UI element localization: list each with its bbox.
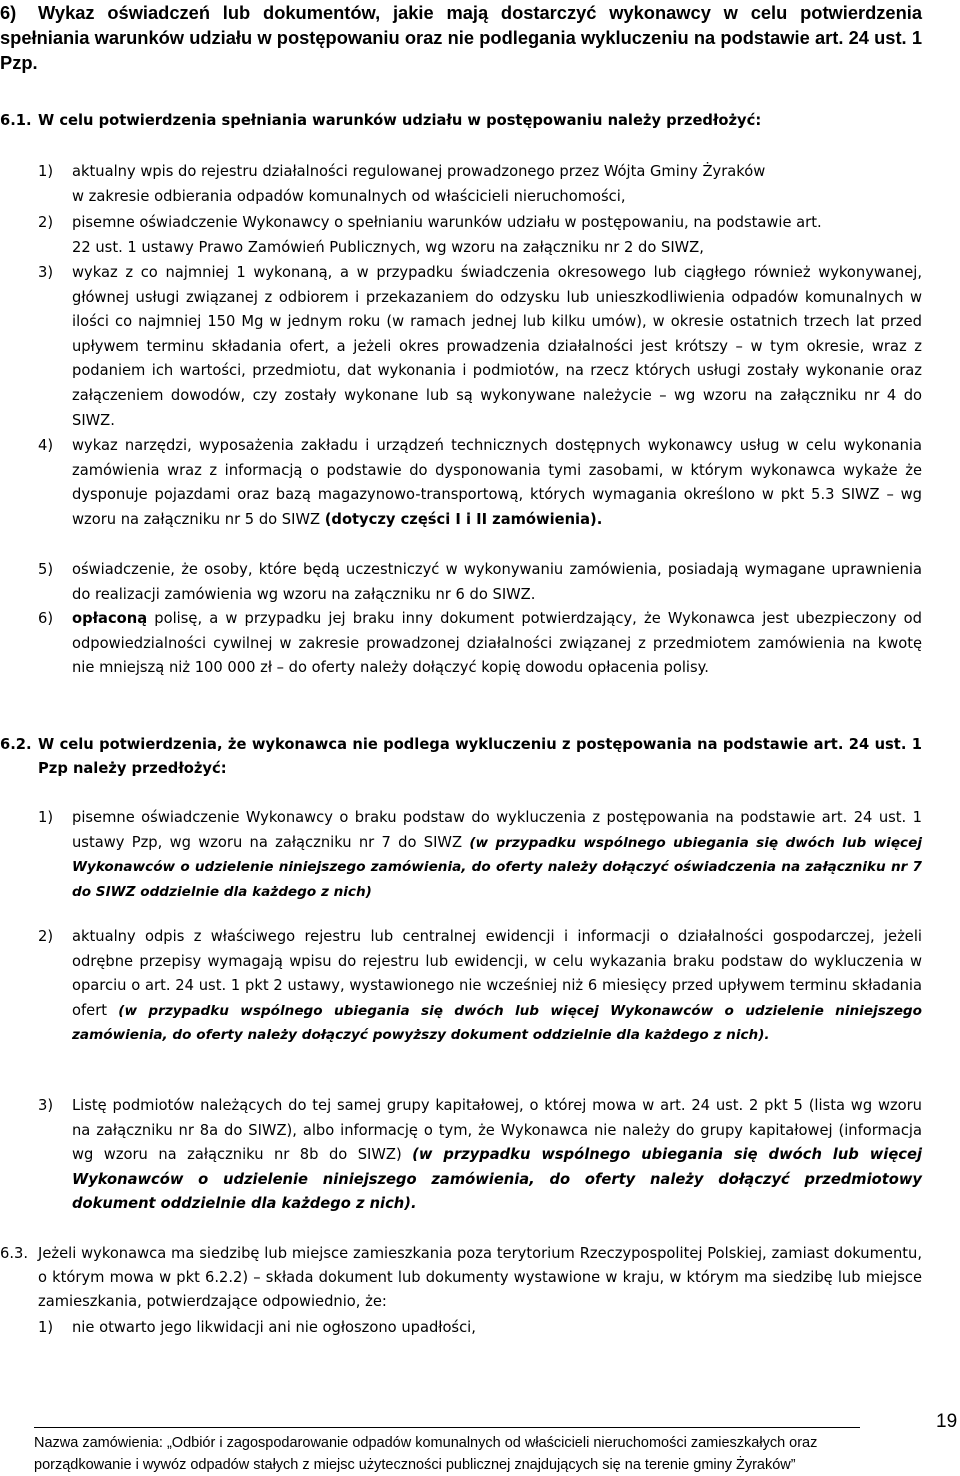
section-heading bbox=[0, 0, 922, 75]
subsection-title: W celu potwierdzenia spełniania warunków udziału w postępowaniu należy przedłożyć: bbox=[38, 112, 762, 129]
subsection-6-3 bbox=[0, 1242, 922, 1314]
footer-divider bbox=[34, 1427, 860, 1428]
list-item: 1) nie otwarto jego likwidacji ani nie ogłoszono upadłości, bbox=[38, 1319, 476, 1336]
list-item: 6) opłaconą polisę, a w przypadku jej braku inny dokument potwierdzający, że Wykonawca jest ubezpieczony od odpowiedzialności cywilnej w zakresie prowadzonej działalności związanej z przedmiotem zamówienia na kwotę nie mniejszą niż 100 000 zł – do oferty należy dołączyć kopię dowodu opłacenia polisy. bbox=[38, 610, 922, 677]
list-item: 3) Listę podmiotów należących do tej samej grupy kapitałowej, o której mowa w art. 24 ust. 2 pkt 5 (lista wg wzoru na załączniku nr 8a do SIWZ), albo informację o tym, że Wykonawca nie należy do grupy kapitałowej (informacja wg wzoru na załączniku nr 8b do SIWZ) (w przypadku wspólnego ubiegania się dwóch lub więcej Wykonawców o udzielenie niniejszego zamówienia, do oferty należy dołączyć przedmiotowy dokument oddzielnie dla każdego z nich). bbox=[38, 1097, 922, 1213]
subsection-6-1-heading bbox=[0, 109, 922, 133]
subsection-number: 6.1. bbox=[0, 112, 32, 129]
list-item: 1) pisemne oświadczenie Wykonawcy o braku podstaw do wykluczenia z postępowania na podstawie art. 24 ust. 1 ustawy Pzp, wg wzoru na załączniku nr 7 do SIWZ (w przypadku wspólnego ubiegania się dwóch lub więcej Wykonawców o udzielenie niniejszego zamówienia, do oferty należy dołączyć oświadczenia na załączniku nr 7 do SIWZ oddzielnie dla każdego z nich) bbox=[38, 809, 922, 900]
subsection-6-2-heading bbox=[0, 733, 922, 781]
subsection-number: 6.2. bbox=[0, 736, 32, 753]
subsection-text: Jeżeli wykonawca ma siedzibę lub miejsce zamieszkania poza terytorium Rzeczypospolitej Polskiej, zamiast dokumentu, o którym mowa w pkt 6.2.2) – składa dokument lub dokumenty wystawione w kraju, w którym ma siedzibę lub miejsce zamieszkania, potwierdzające odpowiednio, że: bbox=[38, 1245, 922, 1310]
list-item: 5) oświadczenie, że osoby, które będą uczestniczyć w wykonywaniu zamówienia, posiadają wymagane uprawnienia do realizacji zamówienia wg wzoru na załączniku nr 6 do SIWZ. bbox=[38, 561, 922, 603]
subsection-number: 6.3. bbox=[0, 1245, 29, 1262]
page-footer: Nazwa zamówienia: „Odbiór i zagospodarowanie odpadów komunalnych od właścicieli nieruchomości zamieszkałych oraz porządkowanie i wywóz odpadów stałych z miejsc użyteczności publicznej znajdujących się na terenie gminy Żyraków” bbox=[34, 1435, 818, 1473]
subsection-title: W celu potwierdzenia, że wykonawca nie podlega wykluczeniu z postępowania na podstawie art. 24 ust. 1 Pzp należy przedłożyć: bbox=[38, 736, 922, 777]
list-item: 3) wykaz z co najmniej 1 wykonaną, a w przypadku świadczenia okresowego lub ciągłego również wykonywanej, głównej usługi związanej z odbiorem i przekazaniem do odzysku lub unieszkodliwienia odpadów komunalnych w ilości co najmniej 150 Mg w jednym roku (w ramach jednej lub kilku umów), w okresie ostatnich trzech lat przed upływem terminu składania ofert, a jeżeli okres prowadzenia działalności jest krótszy – w tym okresie, wraz z podaniem ich wartości, przedmiotu, dat wykonania i podmiotów, na rzecz których usługi zostały wykonanie oraz załączeniem dowodów, czy zostały wykonane lub są wykonywane należycie – wg wzoru na załączniku nr 4 do SIWZ. bbox=[38, 264, 922, 429]
section-title: Wykaz oświadczeń lub dokumentów, jakie mają dostarczyć wykonawcy w celu potwierdzenia spełniania warunków udziału w postępowaniu oraz nie podlegania wykluczeniu na podstawie art. 24 ust. 1 Pzp. bbox=[0, 2, 922, 73]
section-number: 6) bbox=[0, 2, 17, 23]
page-number: 19 bbox=[936, 1411, 958, 1432]
list-item: 2) pisemne oświadczenie Wykonawcy o spełnianiu warunków udziału w postępowaniu, na podstawie art. 22 ust. 1 ustawy Prawo Zamówień Publicznych, wg wzoru na załączniku nr 2 do SIWZ, bbox=[38, 214, 822, 256]
list-item: 2) aktualny odpis z właściwego rejestru lub centralnej ewidencji i informacji o działalności gospodarczej, jeżeli odrębne przepisy wymagają wpisu do rejestru lub ewidencji, w celu wykazania braku podstaw do wykluczenia w oparciu o art. 24 ust. 1 pkt 2 ustawy, wystawionego nie wcześniej niż 6 miesięcy przed upływem terminu składania ofert (w przypadku wspólnego ubiegania się dwóch lub więcej Wykonawców o udzielenie niniejszego zamówienia, do oferty należy dołączyć powyższy dokument oddzielnie dla każdego z nich). bbox=[38, 928, 923, 1044]
list-item: 4) wykaz narzędzi, wyposażenia zakładu i urządzeń technicznych dostępnych wykonawcy usług w celu wykonania zamówienia wraz z informacją o podstawie do dysponowania tymi zasobami, w którym wykonawca wykaże że dysponuje pojazdami oraz bazą magazynowo-transportową, których wymagania określono w pkt 5.3 SIWZ – wg wzoru na załączniku nr 5 do SIWZ (dotyczy części I i II zamówienia). bbox=[38, 437, 922, 528]
list-item: 1) aktualny wpis do rejestru działalności regulowanej prowadzonego przez Wójta Gminy Żyraków w zakresie odbierania odpadów komunalnych od właścicieli nieruchomości, bbox=[38, 163, 766, 205]
